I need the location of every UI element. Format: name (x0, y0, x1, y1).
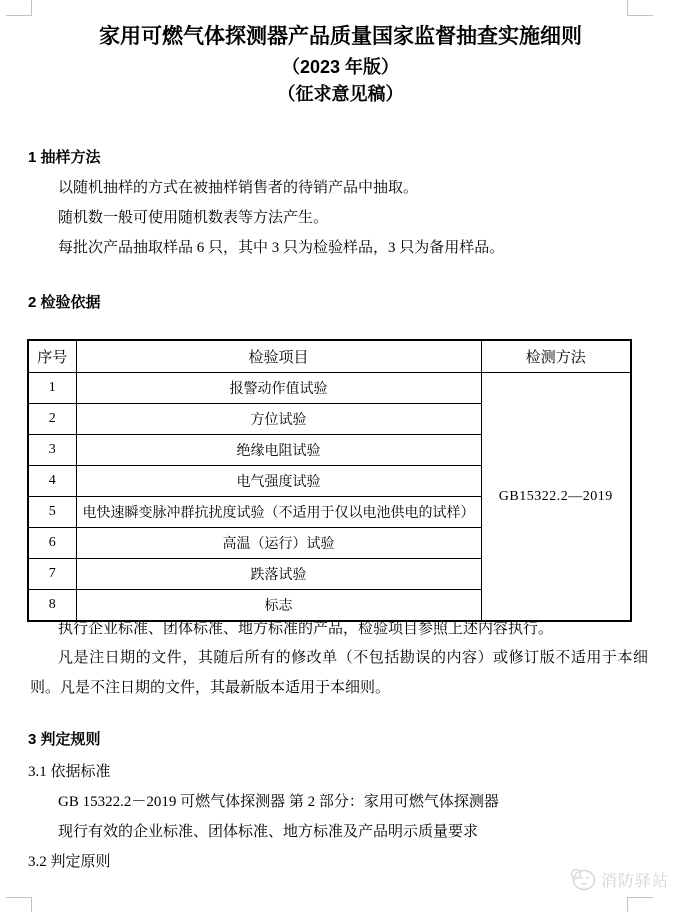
crop-mark-bottom-right (627, 897, 653, 912)
row-no: 1 (28, 373, 76, 404)
section1-paragraph-2: 随机数一般可使用随机数表等方法产生。 (58, 210, 329, 226)
row-no: 4 (28, 466, 76, 497)
section3-standard-line: GB 15322.2－2019 可燃气体探测器 第 2 部分：家用可燃气体探测器 (58, 794, 499, 810)
row-item: 报警动作值试验 (76, 373, 481, 404)
section1-paragraph-3: 每批次产品抽取样品 6 只，其中 3 只为检验样品，3 只为备用样品。 (58, 240, 505, 256)
doc-title: 家用可燃气体探测器产品质量国家监督抽查实施细则 (99, 25, 582, 48)
row-no: 6 (28, 528, 76, 559)
doc-subtitle-version: （2023 年版） (281, 57, 400, 77)
crop-mark-top-left (6, 0, 32, 16)
watermark-text: 消防驿站 (600, 872, 669, 890)
col-header-no: 序号 (28, 340, 76, 373)
row-no: 7 (28, 559, 76, 590)
section3-other-standards-line: 现行有效的企业标准、团体标准、地方标准及产品明示质量要求 (58, 824, 479, 840)
row-no: 2 (28, 404, 76, 435)
section3-sub1-heading: 3.1 依据标准 (28, 764, 111, 780)
mascot-logo-icon (569, 866, 597, 892)
watermark (569, 866, 669, 892)
section3-heading: 3 判定规则 (28, 731, 101, 748)
row-item: 跌落试验 (76, 559, 481, 590)
row-item: 绝缘电阻试验 (76, 435, 481, 466)
row-item: 标志 (76, 590, 481, 622)
col-header-item: 检验项目 (76, 340, 481, 373)
table-header-row (28, 340, 631, 373)
row-item: 电快速瞬变脉冲群抗扰度试验（不适用于仅以电池供电的试样） (76, 497, 481, 528)
crop-mark-top-right (627, 0, 653, 16)
table-note-2: 凡是注日期的文件，其随后所有的修改单（不包括勘误的内容）或修订版不适用于本细则。凡是不注日期的文件，其最新版本适用于本细则。 (30, 650, 648, 696)
doc-subtitle-draft: （征求意见稿） (277, 84, 404, 104)
section3-sub2-heading: 3.2 判定原则 (28, 854, 111, 870)
section1-paragraph-1: 以随机抽样的方式在被抽样销售者的待销产品中抽取。 (58, 180, 419, 196)
row-no: 3 (28, 435, 76, 466)
table-row (28, 373, 631, 404)
row-no: 8 (28, 590, 76, 622)
row-item: 高温（运行）试验 (76, 528, 481, 559)
col-header-method: 检测方法 (481, 340, 631, 373)
inspection-table-container (27, 339, 632, 622)
row-no: 5 (28, 497, 76, 528)
table-note-1: 执行企业标准、团体标准、地方标准的产品，检验项目参照上述内容执行。 (58, 621, 554, 637)
inspection-table (27, 339, 632, 622)
section2-heading: 2 检验依据 (28, 294, 101, 311)
section1-heading: 1 抽样方法 (28, 149, 101, 166)
row-item: 电气强度试验 (76, 466, 481, 497)
method-cell: GB15322.2—2019 (481, 373, 631, 622)
row-item: 方位试验 (76, 404, 481, 435)
crop-mark-bottom-left (6, 897, 32, 912)
